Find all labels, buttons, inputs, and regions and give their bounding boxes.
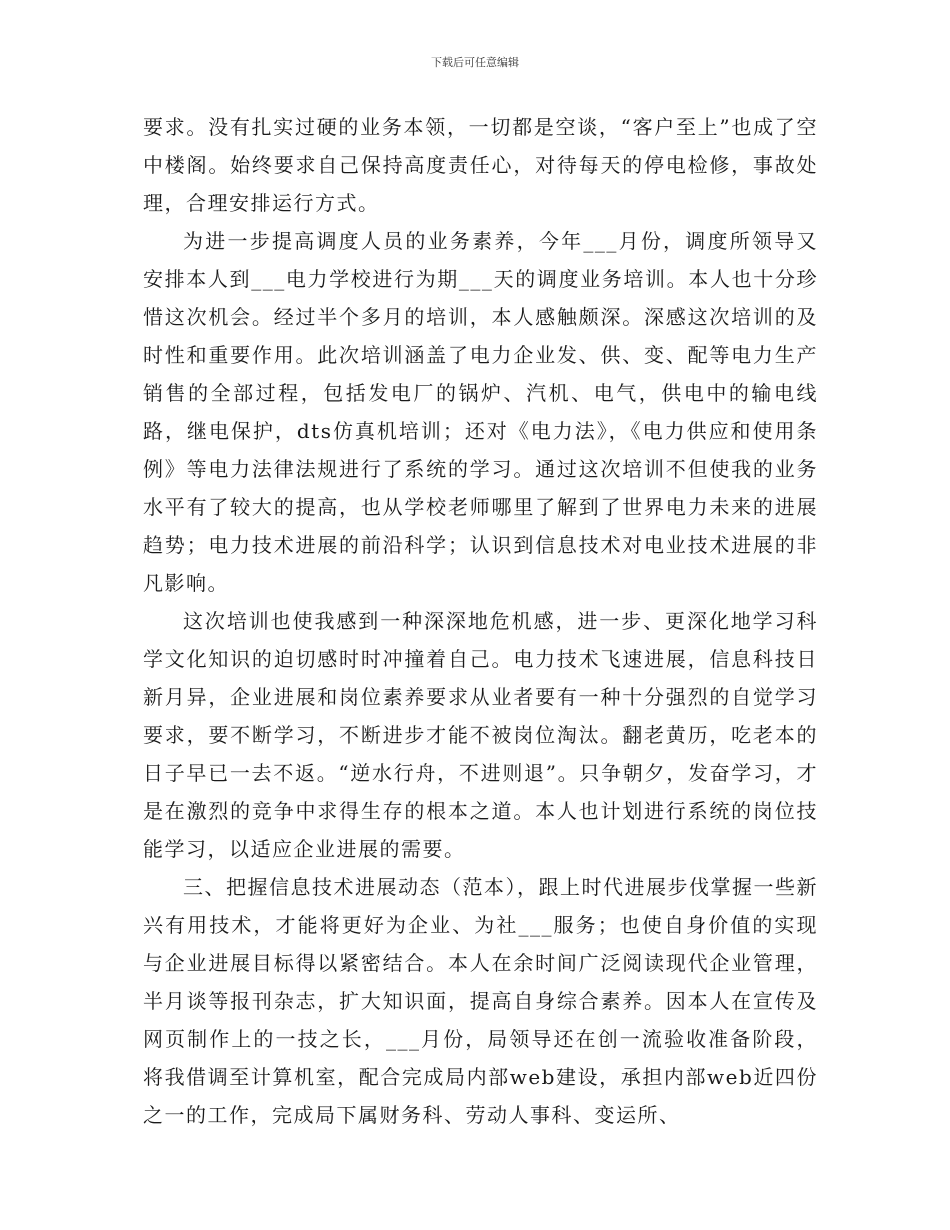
- paragraph-4: 三、把握信息技术进展动态（范本），跟上时代进展步伐掌握一些新兴有用技术，才能将更好为企业、为社___服务；也使自身价值的实现与企业进展目标得以紧密结合。本人在余时间广泛阅读现代企业管理，半月谈等报刊杂志，扩大知识面，提高自身综合素养。因本人在宣传及网页制作上的一技之长，___月份，局领导还在创一流验收准备阶段，将我借调至计算机室，配合完成局内部web建设，承担内部web近四份之一的工作，完成局下属财务科、劳动人事科、变运所、: [143, 875, 818, 1127]
- document-body: [143, 108, 818, 1134]
- paragraph-1: 要求。没有扎实过硬的业务本领，一切都是空谈，“客户至上”也成了空中楼阁。始终要求自己保持高度责任心，对待每天的停电检修，事故处理，合理安排运行方式。: [143, 115, 818, 215]
- paragraph-2: 为进一步提高调度人员的业务素养，今年___月份，调度所领导又安排本人到___电力学校进行为期___天的调度业务培训。本人也十分珍惜这次机会。经过半个多月的培训，本人感触颇深。深感这次培训的及时性和重要作用。此次培训涵盖了电力企业发、供、变、配等电力生产销售的全部过程，包括发电厂的锅炉、汽机、电气，供电中的输电线路，继电保护，dts仿真机培训；还对《电力法》，《电力供应和使用条例》等电力法律法规进行了系统的学习。通过这次培训不但使我的业务水平有了较大的提高，也从学校老师哪里了解到了世界电力未来的进展趋势；电力技术进展的前沿科学；认识到信息技术对电业技术进展的非凡影响。: [143, 229, 818, 595]
- page-header-note: 下载后可任意编辑: [431, 56, 519, 69]
- paragraph-3: 这次培训也使我感到一种深深地危机感，进一步、更深化地学习科学文化知识的迫切感时时冲撞着自己。电力技术飞速进展，信息科技日新月异，企业进展和岗位素养要求从业者要有一种十分强烈的自觉学习要求，要不断学习，不断进步才能不被岗位淘汰。翻老黄历，吃老本的日子早已一去不返。“逆水行舟，不进则退”。只争朝夕，发奋学习，才是在激烈的竞争中求得生存的根本之道。本人也计划进行系统的岗位技能学习，以适应企业进展的需要。: [143, 609, 818, 861]
